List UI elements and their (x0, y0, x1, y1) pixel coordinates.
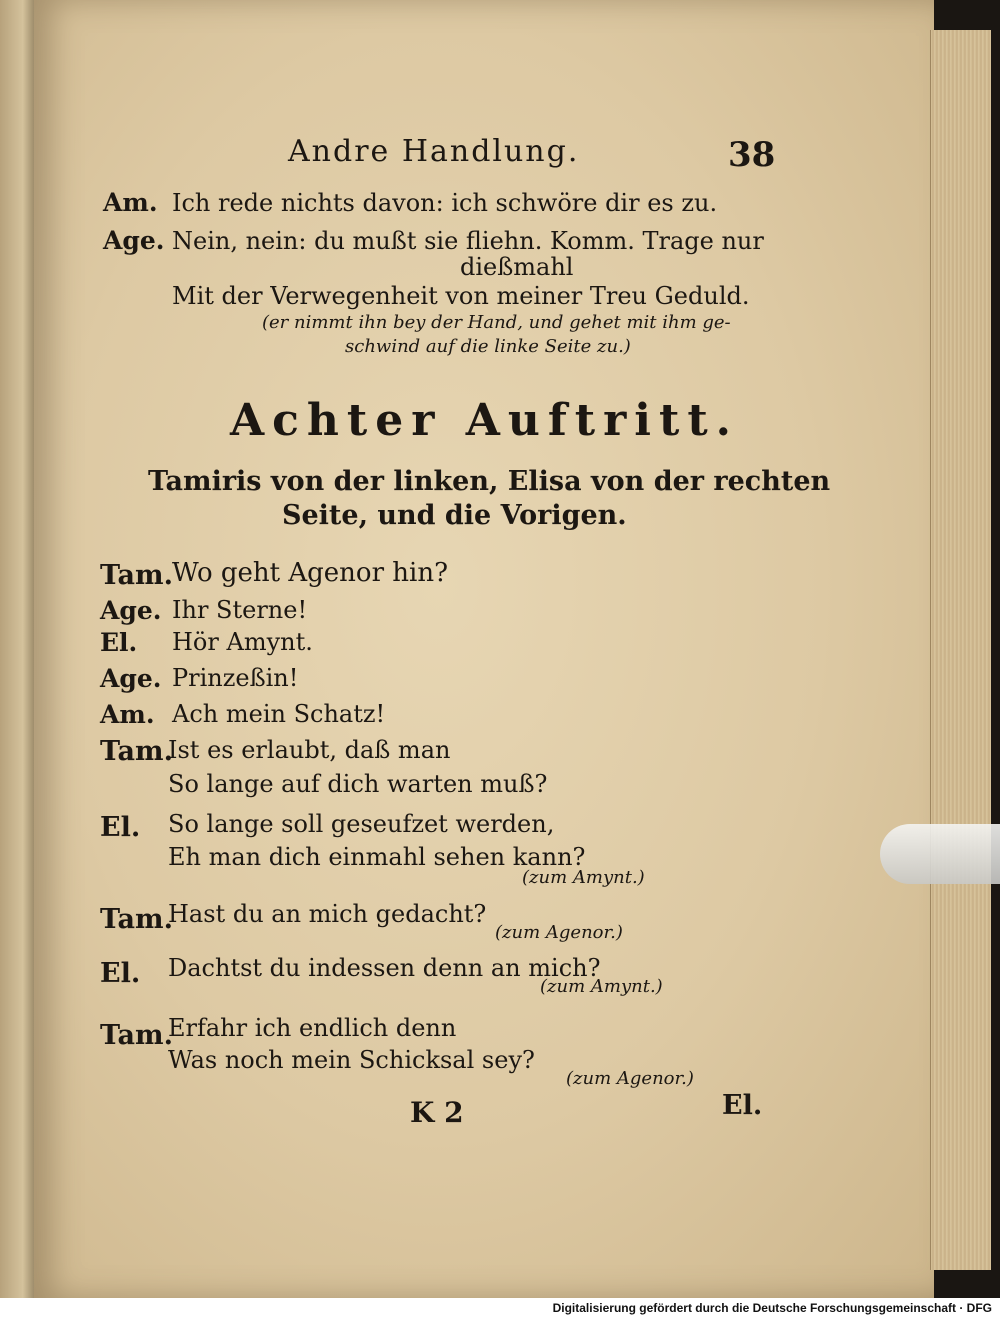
signature-mark: K 2 (410, 1096, 464, 1129)
dialogue-line: Ach mein Schatz! (172, 700, 386, 728)
stage-direction: (zum Amynt.) (540, 976, 663, 997)
page-number: 38 (728, 135, 776, 175)
scene-description: Tamiris von der linken, Elisa von der rechten (148, 466, 831, 497)
speaker-label: Tam. (100, 560, 173, 591)
speaker-label: Tam. (100, 1020, 173, 1051)
dialogue-line: Nein, nein: du mußt sie fliehn. Komm. Trage nur (172, 227, 764, 255)
dialogue-line: Eh man dich einmahl sehen kann? (168, 843, 586, 871)
stage-direction: (er nimmt ihn bey der Hand, und gehet mit ihm ge- (262, 312, 731, 333)
dialogue-line: Dachtst du indessen denn an mich? (168, 954, 601, 982)
dialogue-line: Hör Amynt. (172, 628, 313, 656)
catchword: El. (722, 1090, 763, 1121)
dialogue-line: Mit der Verwegenheit von meiner Treu Geduld. (172, 282, 750, 310)
speaker-label: Age. (100, 596, 162, 625)
running-header: Andre Handlung. (288, 134, 580, 169)
page-edges (930, 30, 991, 1270)
stage-direction: (zum Amynt.) (522, 867, 645, 888)
stage-direction: schwind auf die linke Seite zu.) (345, 336, 631, 357)
digitization-credit: Digitalisierung gefördert durch die Deutsche Forschungsgemeinschaft · DFG (552, 1301, 992, 1315)
speaker-label: Am. (103, 188, 158, 217)
speaker-label: Tam. (100, 736, 173, 767)
speaker-label: Age. (100, 664, 162, 693)
stage-direction: (zum Agenor.) (495, 922, 623, 943)
dialogue-line: So lange auf dich warten muß? (168, 770, 548, 798)
speaker-label: El. (100, 958, 141, 989)
speaker-label: El. (100, 628, 138, 657)
dialogue-line: Ist es erlaubt, daß man (168, 736, 451, 764)
left-page-edge (0, 0, 38, 1298)
dialogue-line: Was noch mein Schicksal sey? (168, 1046, 535, 1074)
dialogue-line: dießmahl (460, 253, 574, 281)
stage-direction: (zum Agenor.) (566, 1068, 694, 1089)
dialogue-line: Prinzeßin! (172, 664, 299, 692)
scene-title: Achter Auftritt. (230, 395, 739, 446)
scene-description: Seite, und die Vorigen. (282, 500, 627, 531)
dialogue-line: Ich rede nichts davon: ich schwöre dir es zu. (172, 189, 718, 217)
speaker-label: El. (100, 812, 141, 843)
speaker-label: Age. (103, 226, 165, 255)
page-marker-tab (880, 824, 1000, 884)
dialogue-line: So lange soll geseufzet werden, (168, 810, 555, 838)
dialogue-line: Erfahr ich endlich denn (168, 1014, 457, 1042)
dialogue-line: Ihr Sterne! (172, 596, 308, 624)
dialogue-line: Hast du an mich gedacht? (168, 900, 487, 928)
speaker-label: Am. (100, 700, 155, 729)
speaker-label: Tam. (100, 904, 173, 935)
dialogue-line: Wo geht Agenor hin? (172, 558, 449, 588)
